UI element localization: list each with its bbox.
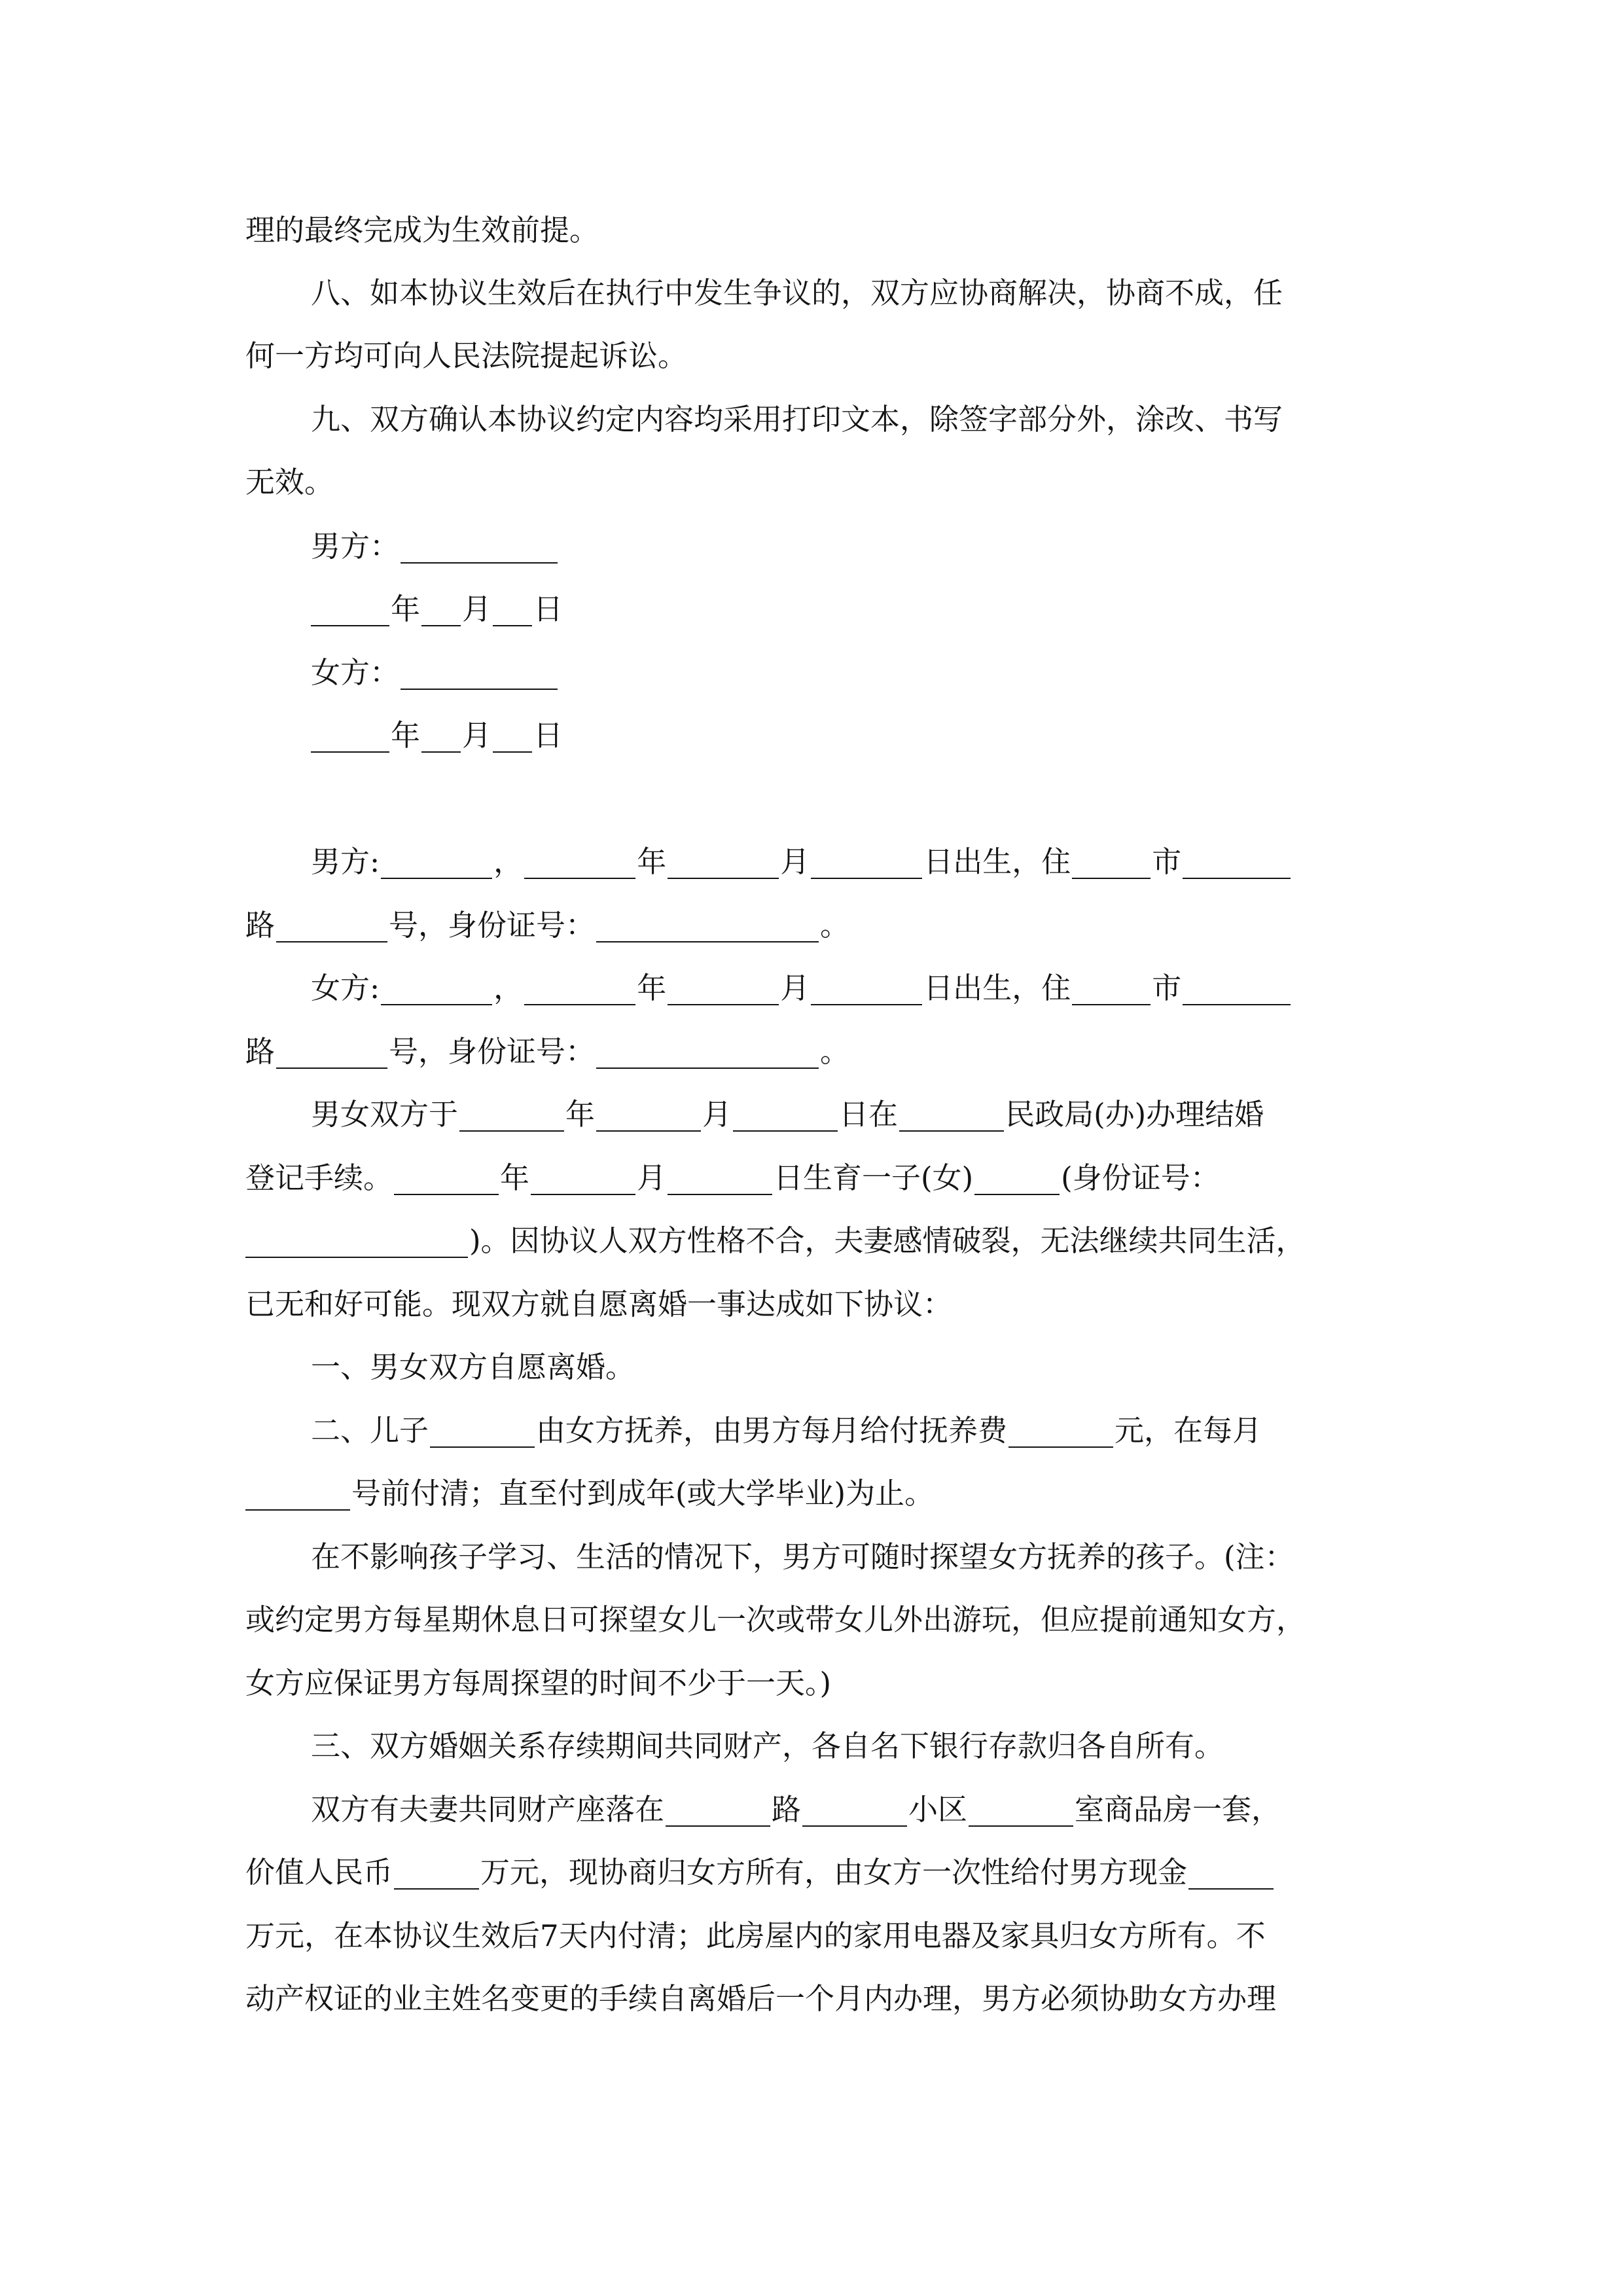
bureau-blank xyxy=(899,1098,1004,1132)
text: 登记手续。 xyxy=(245,1160,393,1195)
paragraph-line: 或约定男方每星期休息日可探望女儿一次或带女儿外出游玩，但应提前通知女方， xyxy=(245,1602,1306,1637)
year-blank xyxy=(311,593,389,627)
year-label: 年 xyxy=(637,844,667,879)
female-date-line xyxy=(311,713,1447,759)
city-label: 市 xyxy=(1152,971,1182,1005)
paragraph-line: 理的最终完成为生效前提。 xyxy=(245,213,599,247)
signature-blank xyxy=(401,656,558,691)
id-label: 号，身份证号： xyxy=(389,908,596,942)
text: 价值人民币 xyxy=(245,1855,393,1890)
paragraph-line: 已无和好可能。现双方就自愿离婚一事达成如下协议： xyxy=(245,1287,953,1321)
number-blank xyxy=(276,909,387,943)
text: 小区 xyxy=(908,1792,968,1827)
year-label: 年 xyxy=(565,1097,596,1132)
month-blank xyxy=(668,972,779,1006)
day-blank xyxy=(493,593,532,627)
road-label: 路 xyxy=(245,908,276,942)
comma: ， xyxy=(493,844,524,879)
text: 男女双方于 xyxy=(311,1097,459,1132)
id-blank xyxy=(596,1035,819,1069)
road-label: 路 xyxy=(245,1034,276,1069)
paragraph-line: 动产权证的业主姓名变更的手续自离婚后一个月内办理，男方必须协助女方办理 xyxy=(245,1981,1277,2016)
year-label: 年 xyxy=(391,592,421,626)
day-label: 日 xyxy=(533,718,563,753)
month-blank xyxy=(668,846,779,880)
text: 元，在每月 xyxy=(1115,1413,1262,1448)
clause-three-line: 三、双方婚姻关系存续期间共同财产，各自名下银行存款归各自所有。 xyxy=(311,1729,1224,1763)
male-date-line xyxy=(311,586,1447,632)
signature-blank xyxy=(401,530,558,564)
text: 二、儿子 xyxy=(311,1413,429,1448)
property-line-1 xyxy=(311,1787,1447,1833)
female-signature-line xyxy=(311,650,1447,696)
month-label: 月 xyxy=(780,844,810,879)
cash-blank xyxy=(1188,1856,1274,1890)
child-name-blank xyxy=(974,1162,1060,1196)
value-blank xyxy=(394,1856,479,1890)
road-blank xyxy=(1183,846,1291,880)
number-blank xyxy=(276,1035,387,1069)
amount-blank xyxy=(1008,1414,1113,1448)
female-label: 女方: xyxy=(311,971,380,1005)
year-label: 年 xyxy=(391,718,421,753)
born-label: 日出生，住 xyxy=(923,971,1071,1005)
marriage-line-2 xyxy=(245,1155,1382,1201)
year-label: 年 xyxy=(637,971,667,1005)
year-blank xyxy=(459,1098,564,1132)
text: 由女方抚养，由男方每月给付抚养费 xyxy=(536,1413,1008,1448)
clause-one-line: 一、男女双方自愿离婚。 xyxy=(311,1350,635,1384)
male-info-line-2 xyxy=(245,903,1382,948)
id-blank xyxy=(245,1225,468,1259)
year-blank xyxy=(394,1162,499,1196)
year-label: 年 xyxy=(500,1160,530,1195)
month-blank xyxy=(421,593,461,627)
day-label: 日 xyxy=(533,592,563,626)
year-blank xyxy=(311,719,389,753)
text: (身份证号： xyxy=(1061,1160,1220,1195)
marriage-line-3 xyxy=(245,1218,1382,1264)
paragraph-line: 在不影响孩子学习、生活的情况下，男方可随时探望女方抚养的孩子。(注： xyxy=(311,1539,1294,1574)
clause-eight-line: 八、如本协议生效后在执行中发生争议的，双方应协商解决，协商不成，任 xyxy=(311,276,1283,310)
female-signature-label: 女方： xyxy=(311,655,400,690)
community-blank xyxy=(802,1793,907,1827)
day-blank xyxy=(733,1098,838,1132)
year-blank xyxy=(524,846,635,880)
day-blank xyxy=(245,1477,350,1511)
month-label: 月 xyxy=(702,1097,732,1132)
son-name-blank xyxy=(430,1414,535,1448)
name-blank xyxy=(381,972,492,1006)
month-label: 月 xyxy=(462,718,492,753)
text: 日在 xyxy=(839,1097,899,1132)
day-blank xyxy=(668,1162,772,1196)
property-line-3: 万元，在本协议生效后7天内付清；此房屋内的家用电器及家具归女方所有。不 xyxy=(245,1918,1266,1953)
room-blank xyxy=(969,1793,1073,1827)
text: 路 xyxy=(772,1792,802,1827)
custody-line-2 xyxy=(245,1471,1382,1516)
id-label: 号，身份证号： xyxy=(389,1034,596,1069)
city-label: 市 xyxy=(1152,844,1182,879)
month-label: 月 xyxy=(462,592,492,626)
clause-nine-line: 九、双方确认本协议约定内容均采用打印文本，除签字部分外，涂改、书写 xyxy=(311,402,1283,437)
text: )。因协议人双方性格不合，夫妻感情破裂，无法继续共同生活， xyxy=(469,1223,1306,1258)
paragraph-line: 女方应保证男方每周探望的时间不少于一天。) xyxy=(245,1666,832,1700)
id-blank xyxy=(596,909,819,943)
text: 双方有夫妻共同财产座落在 xyxy=(311,1792,665,1827)
month-blank xyxy=(531,1162,635,1196)
city-blank xyxy=(1072,972,1150,1006)
born-label: 日出生，住 xyxy=(923,844,1071,879)
male-label: 男方: xyxy=(311,844,380,879)
comma: ， xyxy=(493,971,524,1005)
text: 日生育一子(女) xyxy=(774,1160,974,1195)
male-info-line xyxy=(311,839,1447,885)
text: 号前付清；直至付到成年(或大学毕业)为止。 xyxy=(351,1476,935,1511)
female-info-line-2 xyxy=(245,1029,1382,1075)
text: 民政局(办)办理结婚 xyxy=(1005,1097,1264,1132)
marriage-line-1 xyxy=(311,1092,1447,1138)
day-blank xyxy=(811,846,922,880)
female-info-line xyxy=(311,965,1447,1011)
custody-line-1 xyxy=(311,1408,1447,1454)
city-blank xyxy=(1072,846,1150,880)
month-blank xyxy=(596,1098,701,1132)
paragraph-line: 何一方均可向人民法院提起诉讼。 xyxy=(245,338,688,373)
period: 。 xyxy=(820,908,850,942)
road-blank xyxy=(1183,972,1291,1006)
period: 。 xyxy=(820,1034,850,1069)
day-blank xyxy=(811,972,922,1006)
text: 万元，现协商归女方所有，由女方一次性给付男方现金 xyxy=(480,1855,1188,1890)
month-blank xyxy=(421,719,461,753)
male-signature-line xyxy=(311,524,1447,569)
month-label: 月 xyxy=(637,1160,667,1195)
paragraph-line: 无效。 xyxy=(245,465,334,499)
male-signature-label: 男方： xyxy=(311,529,400,564)
day-blank xyxy=(493,719,532,753)
property-line-2 xyxy=(245,1850,1382,1895)
section-heading xyxy=(311,776,1447,822)
road-blank xyxy=(666,1793,770,1827)
year-blank xyxy=(524,972,635,1006)
name-blank xyxy=(381,846,492,880)
text: 室商品房一套， xyxy=(1075,1792,1281,1827)
month-label: 月 xyxy=(780,971,810,1005)
